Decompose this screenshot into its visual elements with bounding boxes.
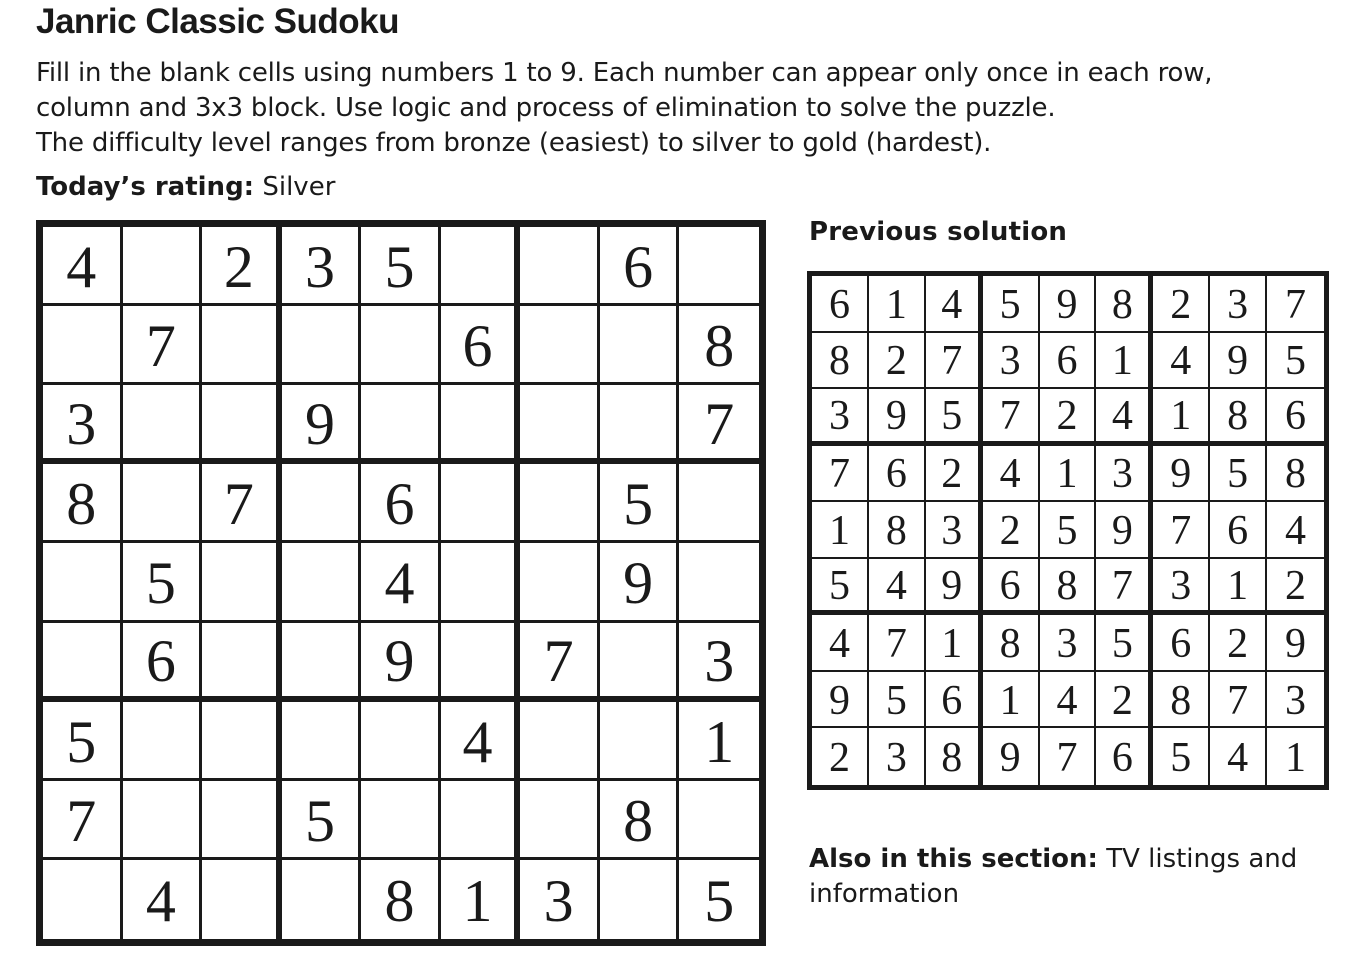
sudoku-given-cell: 5 [43, 702, 123, 781]
sudoku-empty-cell[interactable] [282, 464, 362, 543]
solution-cell: 6 [1210, 502, 1267, 559]
solution-cell: 3 [1096, 446, 1153, 503]
sudoku-given-cell: 8 [679, 306, 759, 385]
sudoku-given-cell: 4 [43, 227, 123, 306]
solution-cell: 3 [1040, 615, 1097, 672]
solution-cell: 8 [1267, 446, 1324, 503]
solution-cell: 9 [869, 389, 926, 446]
solution-cell: 6 [983, 559, 1040, 616]
sudoku-empty-cell[interactable] [43, 860, 123, 939]
solution-cell: 2 [1040, 389, 1097, 446]
sudoku-empty-cell[interactable] [441, 543, 521, 622]
solution-cell: 3 [926, 502, 983, 559]
solution-cell: 7 [812, 446, 869, 503]
solution-cell: 2 [812, 728, 869, 785]
sudoku-given-cell: 6 [361, 464, 441, 543]
solution-cell: 9 [983, 728, 1040, 785]
solution-cell: 6 [812, 276, 869, 333]
solution-cell: 7 [983, 389, 1040, 446]
solution-cell: 7 [1153, 502, 1210, 559]
solution-cell: 3 [1267, 672, 1324, 729]
solution-cell: 4 [1096, 389, 1153, 446]
also-value: TV listings and information [809, 844, 1298, 909]
solution-cell: 2 [1210, 615, 1267, 672]
solution-cell: 5 [1210, 446, 1267, 503]
solution-cell: 5 [812, 559, 869, 616]
sudoku-empty-cell[interactable] [282, 860, 362, 939]
sudoku-given-cell: 3 [520, 860, 600, 939]
solution-cell: 6 [1096, 728, 1153, 785]
sudoku-given-cell: 9 [600, 543, 680, 622]
sudoku-empty-cell[interactable] [520, 781, 600, 860]
sudoku-empty-cell[interactable] [441, 781, 521, 860]
sudoku-given-cell: 5 [704, 868, 735, 935]
solution-cell: 1 [983, 672, 1040, 729]
solution-cell: 4 [1040, 672, 1097, 729]
solution-cell: 4 [812, 615, 869, 672]
sudoku-empty-cell[interactable] [202, 543, 282, 622]
solution-cell: 8 [983, 615, 1040, 672]
sudoku-empty-cell[interactable] [520, 464, 600, 543]
sudoku-given-cell: 3 [679, 623, 759, 702]
sudoku-given-cell: 8 [600, 781, 680, 860]
solution-cell: 4 [983, 446, 1040, 503]
sudoku-board [36, 220, 766, 946]
solution-cell: 8 [869, 502, 926, 559]
sudoku-empty-cell[interactable] [361, 385, 441, 464]
sudoku-given-cell: 6 [600, 227, 680, 306]
solution-cell: 7 [1096, 559, 1153, 616]
solution-cell: 3 [869, 728, 926, 785]
instructions-line: The difficulty level ranges from bronze (easiest) to silver to gold (hardest). [36, 128, 992, 158]
difficulty-rating [36, 172, 335, 202]
solution-cell: 1 [926, 615, 983, 672]
sudoku-empty-cell[interactable] [520, 385, 600, 464]
sudoku-empty-cell[interactable] [282, 623, 362, 702]
sudoku-given-cell: 3 [43, 385, 123, 464]
solution-cell: 2 [1096, 672, 1153, 729]
sudoku-empty-cell[interactable] [282, 702, 362, 781]
solution-cell: 5 [1153, 728, 1210, 785]
solution-cell: 9 [1210, 333, 1267, 390]
solution-cell: 6 [926, 672, 983, 729]
solution-cell: 9 [1153, 446, 1210, 503]
sudoku-given-cell: 5 [123, 543, 203, 622]
solution-cell: 4 [1210, 728, 1267, 785]
sudoku-empty-cell[interactable] [123, 781, 203, 860]
sudoku-empty-cell[interactable] [282, 306, 362, 385]
sudoku-empty-cell[interactable] [202, 860, 282, 939]
solution-cell: 5 [869, 672, 926, 729]
sudoku-given-cell: 4 [361, 543, 441, 622]
sudoku-given-cell: 7 [202, 464, 282, 543]
also-in-section [809, 842, 1329, 912]
solution-cell: 1 [812, 502, 869, 559]
solution-cell: 6 [1040, 333, 1097, 390]
sudoku-empty-cell[interactable] [600, 860, 680, 939]
sudoku-empty-cell[interactable] [679, 781, 759, 860]
instructions [36, 56, 1316, 161]
solution-cell: 9 [1040, 276, 1097, 333]
solution-cell: 2 [869, 333, 926, 390]
sudoku-given-cell: 7 [520, 623, 600, 702]
solution-cell: 3 [812, 389, 869, 446]
page-title: Janric Classic Sudoku [36, 2, 399, 41]
solution-cell: 8 [1096, 276, 1153, 333]
sudoku-empty-cell[interactable] [202, 623, 282, 702]
solution-cell: 9 [812, 672, 869, 729]
solution-cell: 3 [1210, 276, 1267, 333]
sudoku-empty-cell[interactable] [282, 543, 362, 622]
solution-cell: 1 [869, 276, 926, 333]
sudoku-empty-cell[interactable] [202, 306, 282, 385]
sudoku-empty-cell[interactable] [679, 543, 759, 622]
sudoku-empty-cell[interactable] [361, 702, 441, 781]
solution-cell: 8 [812, 333, 869, 390]
solution-cell: 2 [1153, 276, 1210, 333]
sudoku-given-cell: 5 [361, 227, 441, 306]
solution-cell: 5 [983, 276, 1040, 333]
sudoku-empty-cell[interactable] [123, 702, 203, 781]
sudoku-given-cell: 1 [441, 860, 521, 939]
solution-cell: 2 [983, 502, 1040, 559]
sudoku-given-cell: 7 [679, 385, 759, 464]
sudoku-empty-cell[interactable] [202, 385, 282, 464]
sudoku-empty-cell[interactable] [441, 623, 521, 702]
sudoku-given-cell: 4 [123, 860, 203, 939]
sudoku-empty-cell[interactable] [520, 227, 600, 306]
solution-cell: 1 [1040, 446, 1097, 503]
sudoku-given-cell: 3 [282, 227, 362, 306]
sudoku-empty-cell[interactable] [600, 306, 680, 385]
sudoku-given-cell: 2 [202, 227, 282, 306]
solution-cell: 9 [1267, 615, 1324, 672]
solution-cell: 2 [926, 446, 983, 503]
sudoku-empty-cell[interactable] [123, 464, 203, 543]
sudoku-empty-cell[interactable] [441, 227, 521, 306]
previous-solution-grid [807, 271, 1329, 790]
sudoku-empty-cell[interactable] [679, 464, 759, 543]
solution-cell: 6 [1153, 615, 1210, 672]
sudoku-empty-cell[interactable] [520, 702, 600, 781]
solution-cell: 2 [1267, 559, 1324, 616]
solution-cell: 7 [1210, 672, 1267, 729]
sudoku-empty-cell[interactable] [441, 464, 521, 543]
sudoku-empty-cell[interactable] [361, 306, 441, 385]
solution-cell: 6 [869, 446, 926, 503]
sudoku-given-cell: 7 [123, 306, 203, 385]
sudoku-empty-cell[interactable] [441, 385, 521, 464]
solution-cell: 4 [1267, 502, 1324, 559]
sudoku-empty-cell[interactable] [123, 227, 203, 306]
sudoku-empty-cell[interactable] [520, 543, 600, 622]
solution-cell: 5 [1040, 502, 1097, 559]
sudoku-empty-cell[interactable] [600, 702, 680, 781]
solution-cell: 9 [1096, 502, 1153, 559]
sudoku-empty-cell[interactable] [202, 781, 282, 860]
sudoku-empty-cell[interactable] [520, 306, 600, 385]
solution-cell: 1 [1285, 735, 1307, 782]
solution-cell: 6 [1267, 389, 1324, 446]
solution-cell: 4 [869, 559, 926, 616]
sudoku-given-cell: 6 [441, 306, 521, 385]
sudoku-given-cell: 4 [441, 702, 521, 781]
solution-cell: 1 [1096, 333, 1153, 390]
rating-value: Silver [262, 172, 336, 202]
solution-cell: 8 [1210, 389, 1267, 446]
sudoku-given-cell: 8 [43, 464, 123, 543]
sudoku-given-cell: 1 [679, 702, 759, 781]
solution-cell: 5 [1267, 333, 1324, 390]
solution-cell: 3 [983, 333, 1040, 390]
sudoku-given-cell: 5 [600, 464, 680, 543]
solution-cell: 1 [1210, 559, 1267, 616]
sudoku-empty-cell[interactable] [600, 385, 680, 464]
solution-cell: 8 [926, 728, 983, 785]
sudoku-empty-cell[interactable] [123, 385, 203, 464]
sudoku-empty-cell[interactable] [679, 227, 759, 306]
also-label: Also in this section: [809, 844, 1098, 874]
instructions-line: Fill in the blank cells using numbers 1 to 9. Each number can appear only once in each row, [36, 58, 1213, 88]
instructions-line: column and 3x3 block. Use logic and process of elimination to solve the puzzle. [36, 93, 1056, 123]
solution-cell: 4 [926, 276, 983, 333]
sudoku-empty-cell[interactable] [600, 623, 680, 702]
solution-cell: 7 [926, 333, 983, 390]
rating-label: Today’s rating: [36, 172, 255, 202]
solution-cell: 7 [1267, 276, 1324, 333]
solution-cell: 8 [1040, 559, 1097, 616]
solution-cell: 4 [1153, 333, 1210, 390]
sudoku-given-cell: 9 [361, 623, 441, 702]
solution-cell: 5 [1096, 615, 1153, 672]
previous-solution-label: Previous solution [809, 217, 1068, 247]
sudoku-empty-cell[interactable] [43, 623, 123, 702]
sudoku-empty-cell[interactable] [43, 306, 123, 385]
solution-cell: 7 [869, 615, 926, 672]
solution-cell: 5 [926, 389, 983, 446]
sudoku-empty-cell[interactable] [43, 543, 123, 622]
sudoku-given-cell: 6 [123, 623, 203, 702]
sudoku-given-cell: 7 [43, 781, 123, 860]
sudoku-given-cell: 5 [282, 781, 362, 860]
solution-cell: 9 [926, 559, 983, 616]
sudoku-empty-cell[interactable] [361, 781, 441, 860]
solution-cell: 1 [1153, 389, 1210, 446]
solution-cell: 3 [1153, 559, 1210, 616]
solution-cell: 8 [1153, 672, 1210, 729]
solution-cell: 7 [1040, 728, 1097, 785]
sudoku-given-cell: 8 [361, 860, 441, 939]
sudoku-given-cell: 9 [282, 385, 362, 464]
sudoku-empty-cell[interactable] [202, 702, 282, 781]
